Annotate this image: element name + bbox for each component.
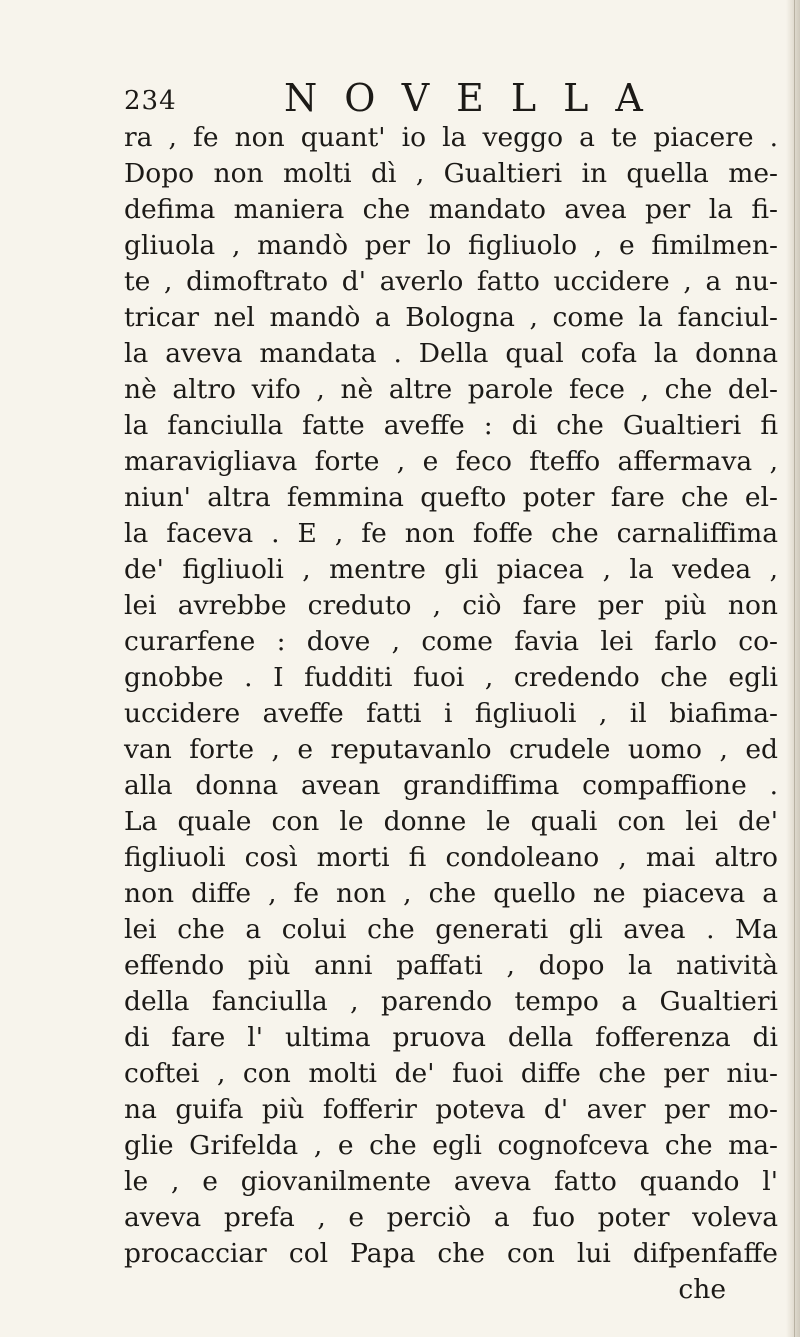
text-line: figliuoli così morti fi condoleano , mai altro [124, 842, 778, 873]
text-line: la faceva . E , fe non foffe che carnaliffima [124, 518, 778, 549]
text-line: defima maniera che mandato avea per la fi- [124, 194, 778, 225]
text-line: van forte , e reputavanlo crudele uomo , ed [124, 734, 778, 765]
text-line: maravigliava forte , e feco fteffo affermava , [124, 446, 778, 477]
text-line: glie Grifelda , e che egli cognofceva che ma- [124, 1130, 778, 1161]
text-line: alla donna avean grandiffima compaffione . [124, 770, 778, 801]
text-line: tricar nel mandò a Bologna , come la fanciul- [124, 302, 778, 333]
text-line: effendo più anni paffati , dopo la natività [124, 950, 778, 981]
text-line: lei che a colui che generati gli avea . Ma [124, 914, 778, 945]
text-line: non diffe , fe non , che quello ne piaceva a [124, 878, 778, 909]
catchword: che [678, 1274, 726, 1305]
text-line: lei avrebbe creduto , ciò fare per più non [124, 590, 778, 621]
text-line: gnobbe . I fudditi fuoi , credendo che egli [124, 662, 778, 693]
text-line: La quale con le donne le quali con lei de' [124, 806, 778, 837]
running-title: NOVELLA [284, 76, 670, 120]
text-line: la fanciulla fatte aveffe : di che Gualtieri fi [124, 410, 778, 441]
text-line: ra , fe non quant' io la veggo a te piacere . [124, 122, 778, 153]
page-number: 234 [124, 86, 177, 116]
page-edge-shadow [786, 0, 800, 1337]
text-line: nè altro vifo , nè altre parole fece , che del- [124, 374, 778, 405]
body-text [124, 120, 778, 1308]
text-line: Dopo non molti dì , Gualtieri in quella me- [124, 158, 778, 189]
text-line: de' figliuoli , mentre gli piacea , la vedea , [124, 554, 778, 585]
text-line: curarfene : dove , come favia lei farlo co- [124, 626, 778, 657]
page-header [124, 76, 670, 120]
text-line: gliuola , mandò per lo figliuolo , e fimilmen- [124, 230, 778, 261]
text-line: la aveva mandata . Della qual cofa la donna [124, 338, 778, 369]
text-line: di fare l' ultima pruova della fofferenza di [124, 1022, 778, 1053]
text-line: coftei , con molti de' fuoi diffe che per niu- [124, 1058, 778, 1089]
text-line: na guifa più fofferir poteva d' aver per mo- [124, 1094, 778, 1125]
text-line: della fanciulla , parendo tempo a Gualtieri [124, 986, 778, 1017]
text-line: le , e giovanilmente aveva fatto quando l' [124, 1166, 778, 1197]
page-edge-line [794, 0, 795, 1337]
text-line: uccidere aveffe fatti i figliuoli , il biafima- [124, 698, 778, 729]
text-line: aveva prefa , e perciò a fuo poter voleva [124, 1202, 778, 1233]
text-line: niun' altra femmina quefto poter fare che el- [124, 482, 778, 513]
text-line: procacciar col Papa che con lui difpenfaffe [124, 1238, 778, 1269]
text-line: te , dimoftrato d' averlo fatto uccidere , a nu- [124, 266, 778, 297]
